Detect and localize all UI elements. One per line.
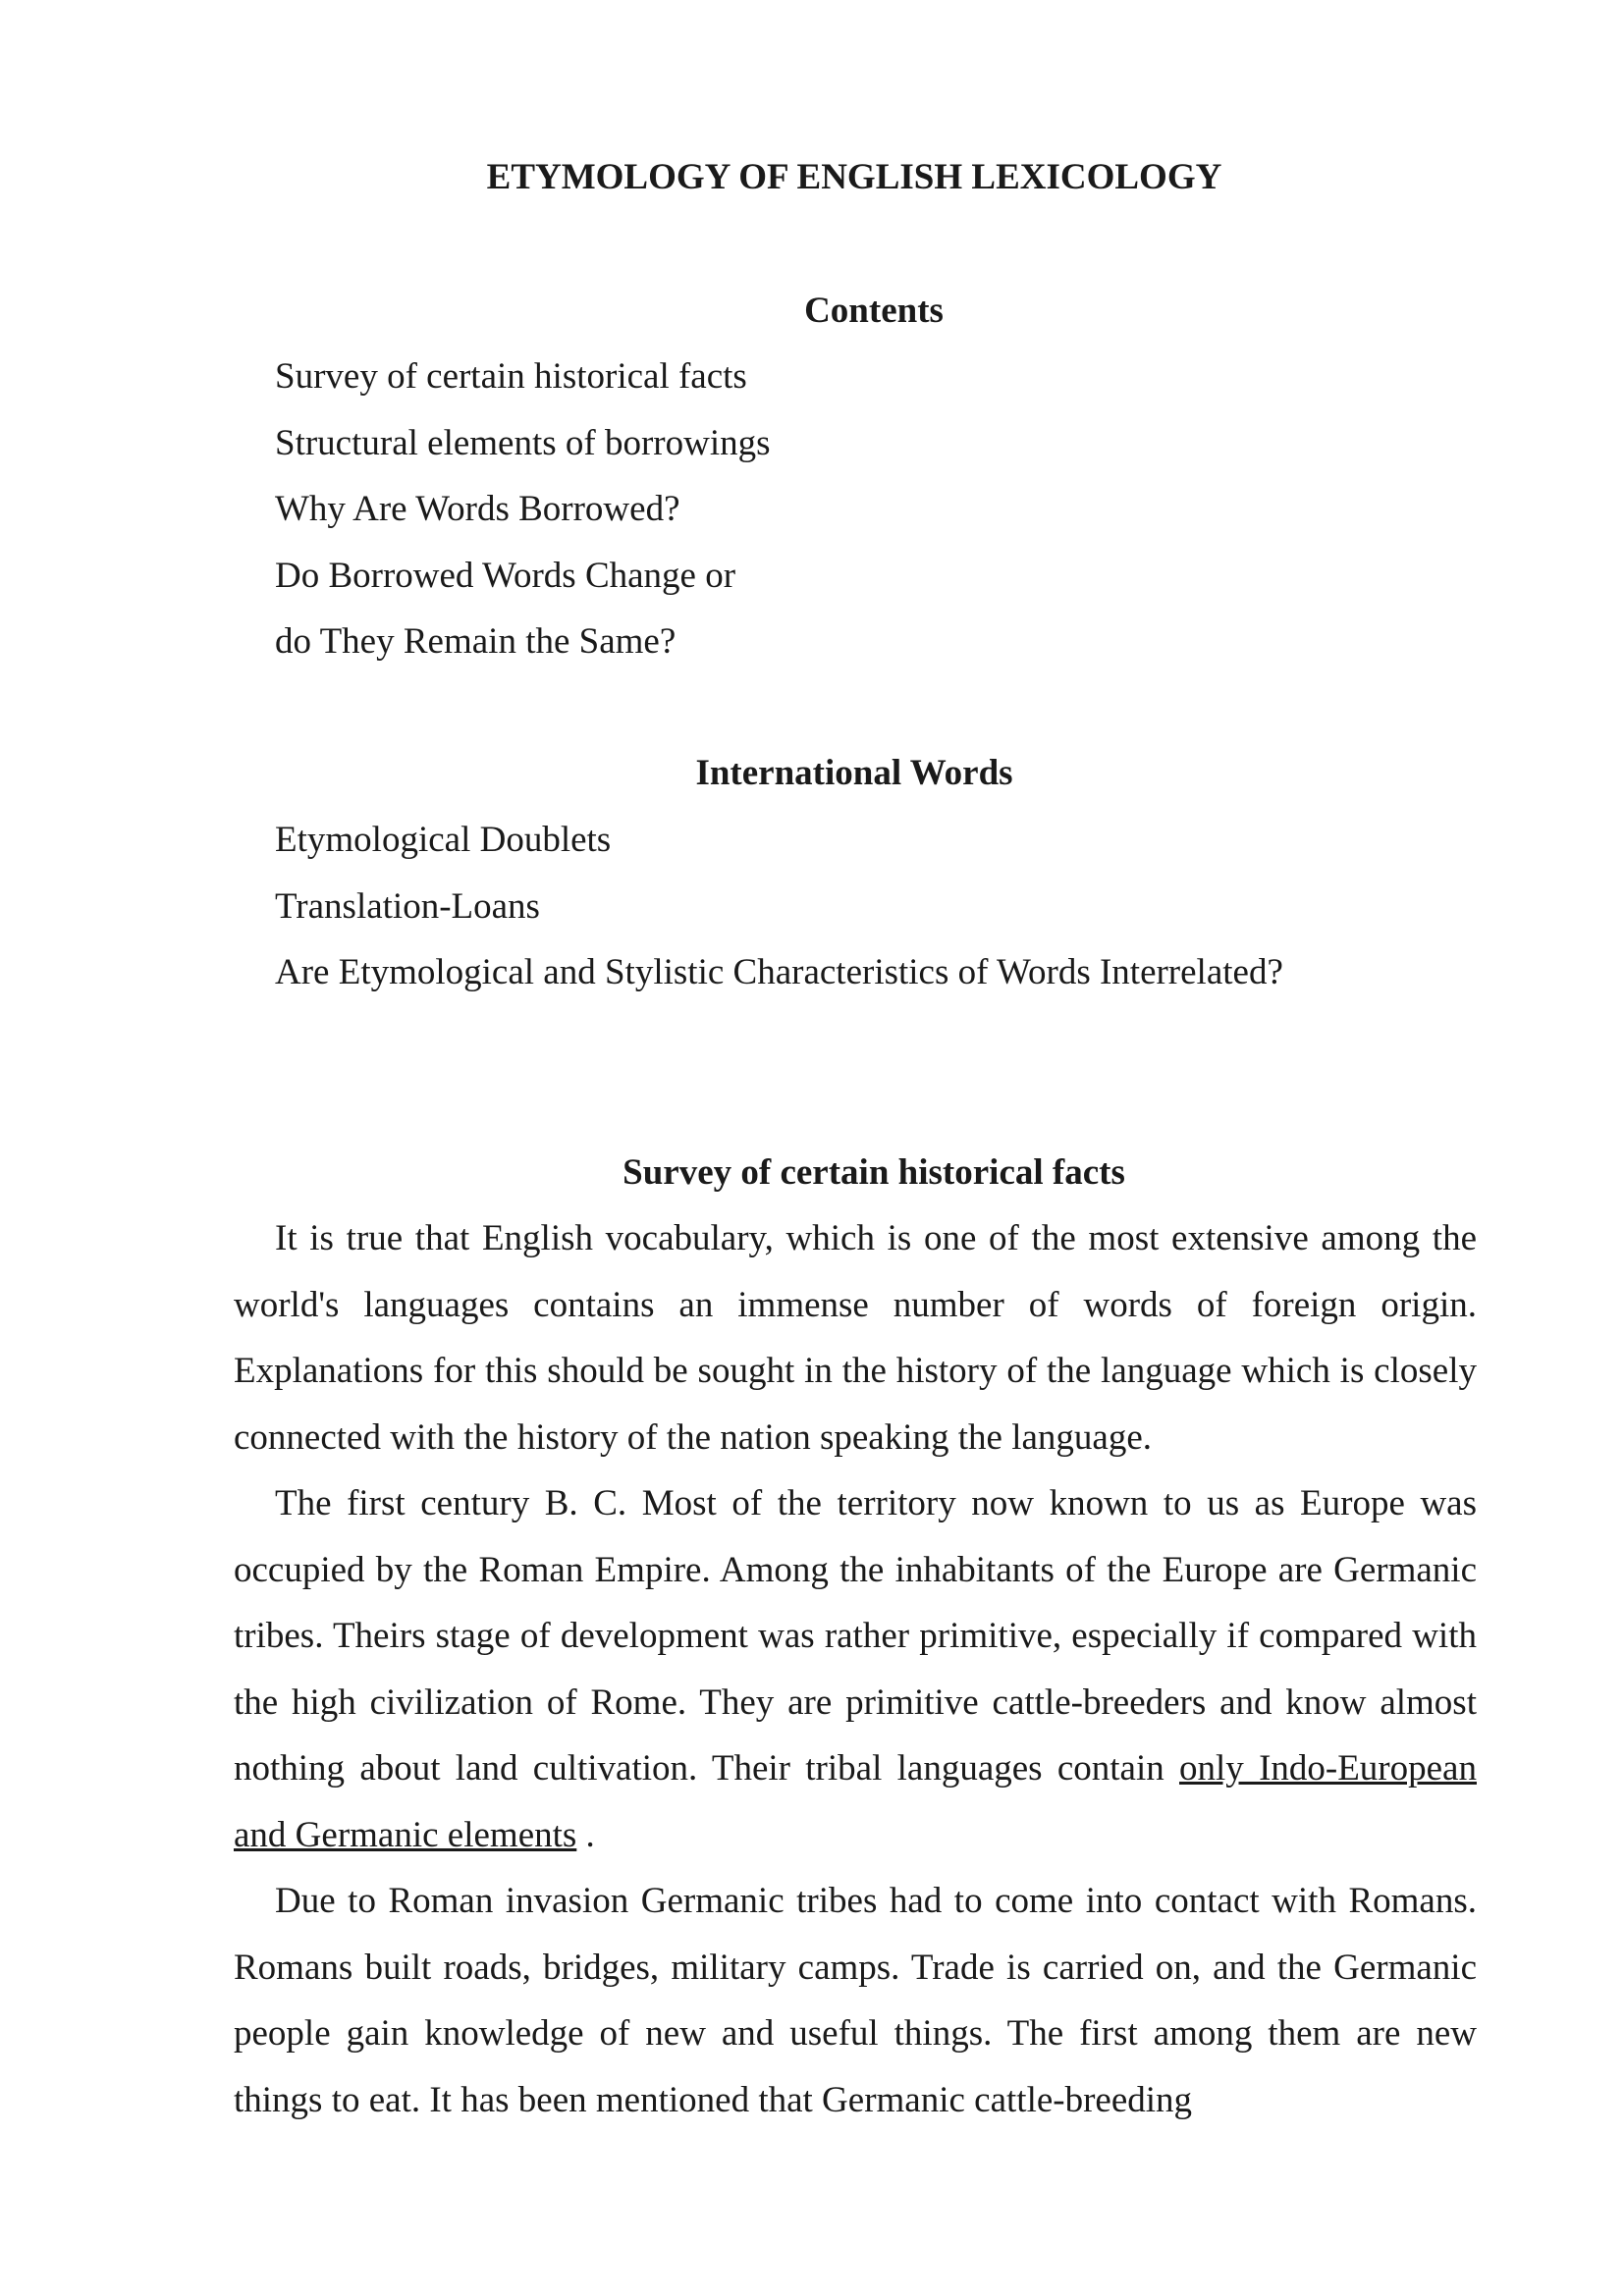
contents-item: Do Borrowed Words Change or — [275, 555, 736, 596]
contents-item: do They Remain the Same? — [275, 621, 677, 662]
paragraph-2 — [234, 1470, 1477, 1868]
contents-item: Structural elements of borrowings — [275, 422, 771, 463]
underlined-phrase: only Indo-European and Germanic elements — [234, 1748, 1477, 1855]
contents-heading: Contents — [804, 291, 944, 331]
international-item: Translation-Loans — [275, 885, 540, 927]
international-words-heading: International Words — [695, 753, 1013, 793]
contents-list — [275, 344, 771, 675]
section-heading: Survey of certain historical facts — [623, 1152, 1125, 1193]
international-item: Are Etymological and Stylistic Characteristics of Words Interrelated? — [275, 952, 1283, 992]
international-words-list — [275, 807, 1283, 1006]
paragraph-3: Due to Roman invasion Germanic tribes had to come into contact with Romans. Romans built roads, bridges, military camps. Trade is carried on, and the Germanic people gain knowledge of new and useful things. The first among them are new things to eat. It has been mentioned that Germanic cattle-breeding — [234, 1881, 1477, 2120]
international-item: Etymological Doublets — [275, 820, 612, 860]
contents-item: Survey of certain historical facts — [275, 356, 747, 397]
paragraph-2-start: The first century B. C. Most of the territory now known to us as Europe was occupied by the Roman Empire. Among the inhabitants of the Europe are Germanic tribes. Theirs stage of development was rather primitive, especially if compared with the high civilization of Rome. They are primitive cattle-breeders and know almost nothing about land cultivation. Their tribal languages contain — [234, 1483, 1477, 1789]
paragraph-1: It is true that English vocabulary, which is one of the most extensive among the world's languages contains an immense number of words of foreign origin. Explanations for this should be sought in the history of the language which is closely connected with the history of the nation speaking the language. — [234, 1218, 1477, 1458]
paragraph-2-end: . — [576, 1814, 595, 1855]
section-body — [234, 1205, 1477, 2133]
document-title: ETYMOLOGY OF ENGLISH LEXICOLOGY — [486, 157, 1222, 197]
contents-item: Why Are Words Borrowed? — [275, 489, 680, 529]
